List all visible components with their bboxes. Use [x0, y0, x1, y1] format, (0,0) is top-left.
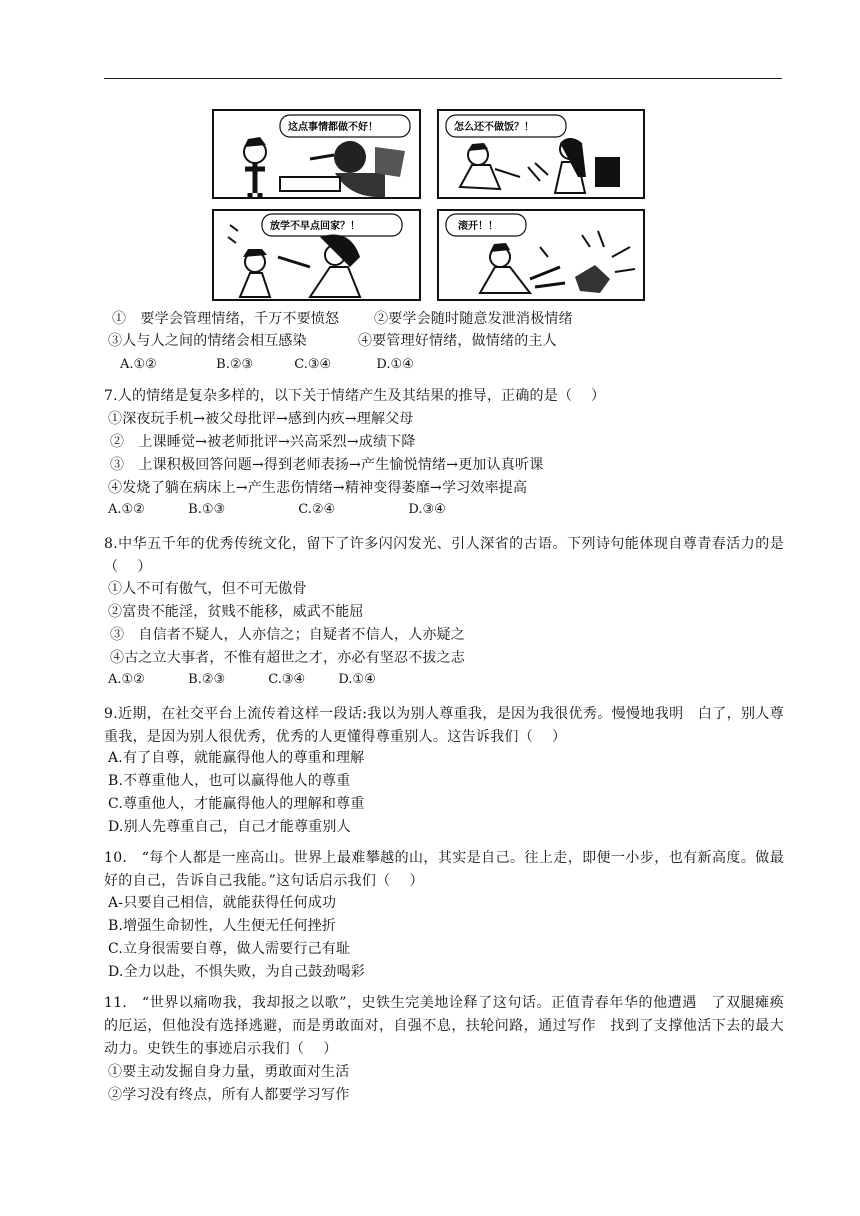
q6-option-b[interactable]: B.②③ — [216, 357, 254, 372]
q9-stem: 9.近期，在社交平台上流传着这样一段话:我以为别人尊重我，是因为我很优秀。慢慢地我明 白了，别人尊重我，是因为别人很优秀，优秀的人更懂得尊重别人。这告诉我们（ ） — [104, 706, 784, 745]
q11-item-1: ①要主动发掘自身力量，勇敢面对生活 — [108, 1064, 350, 1080]
q7-item-4: ④发烧了躺在病床上→产生悲伤情绪→精神变得萎靡→学习效率提高 — [108, 480, 528, 496]
q6-option-d[interactable]: D.①④ — [376, 357, 414, 372]
q7-option-a[interactable]: A.①② — [108, 502, 145, 517]
q8-stem: 8.中华五千年的优秀传统文化，留下了许多闪闪发光、引人深省的古语。下列诗句能体现自尊青春活力的是（ ） — [104, 536, 784, 575]
q6-item-4: ④要管理好情绪，做情绪的主人 — [358, 333, 557, 349]
q10-option-a[interactable]: A-只要自己相信，就能获得任何成功 — [108, 895, 337, 911]
header-rule — [104, 78, 782, 79]
q8-item-3: ③ 自信者不疑人，人亦信之；自疑者不信人，人亦疑之 — [110, 627, 465, 643]
q6-item-2: ②要学会随时随意发泄消极情绪 — [374, 311, 573, 327]
comic-bubble-1: 这点事情都做不好！ — [288, 122, 378, 133]
q11-item-2: ②学习没有终点，所有人都要学习写作 — [108, 1087, 350, 1103]
q8-item-4: ④古之立大事者，不惟有超世之才，亦必有坚忍不拔之志 — [110, 650, 465, 666]
q7-item-2: ② 上课睡觉→被老师批评→兴高采烈→成绩下降 — [110, 434, 416, 450]
q6-item-3: ③人与人之间的情绪会相互感染 — [108, 333, 307, 349]
q8-option-c[interactable]: C.③④ — [268, 672, 306, 687]
q8-item-2: ②富贵不能淫，贫贱不能移，威武不能屈 — [108, 604, 364, 620]
comic-panel-4 — [438, 210, 644, 300]
q6-option-c[interactable]: C.③④ — [294, 357, 332, 372]
comic-bubble-3: 放学不早点回家？！ — [270, 221, 360, 232]
q7-option-d[interactable]: D.③④ — [408, 502, 446, 517]
comic-panel-1 — [213, 110, 420, 198]
comic-panel-3 — [213, 210, 420, 300]
q6-item-1: ① 要学会管理情绪，千万不要愤怒 — [112, 311, 340, 327]
q10-option-c[interactable]: C.立身很需要自尊，做人需要行己有耻 — [108, 941, 351, 957]
q8-option-d[interactable]: D.①④ — [338, 672, 376, 687]
q7-item-3: ③ 上课积极回答问题→得到老师表扬→产生愉悦情绪→更加认真听课 — [110, 457, 544, 473]
comic-bubble-2: 怎么还不做饭？！ — [454, 122, 534, 133]
q10-option-b[interactable]: B.增强生命韧性，人生便无任何挫折 — [108, 918, 337, 934]
comic-illustration — [210, 107, 647, 303]
q7-option-b[interactable]: B.①③ — [188, 502, 226, 517]
q8-item-1: ①人不可有傲气，但不可无傲骨 — [108, 581, 307, 597]
q8-options — [108, 670, 376, 689]
q9-option-d[interactable]: D.别人先尊重自己，自己才能尊重别人 — [108, 819, 351, 835]
q8-option-b[interactable]: B.②③ — [188, 672, 226, 687]
comic-panel-2 — [438, 110, 644, 198]
q7-options — [108, 500, 446, 519]
q6-options — [120, 355, 414, 374]
q9-option-a[interactable]: A.有了自尊，就能赢得他人的尊重和理解 — [108, 750, 365, 766]
q9-option-b[interactable]: B.不尊重他人，也可以赢得他人的尊重 — [108, 773, 351, 789]
q9-option-c[interactable]: C.尊重他人，才能赢得他人的理解和尊重 — [108, 796, 365, 812]
comic-bubble-4: 滚开！！ — [458, 221, 498, 232]
q7-stem: 7.人的情绪是复杂多样的，以下关于情绪产生及其结果的推导，正确的是（ ） — [104, 388, 606, 404]
q8-option-a[interactable]: A.①② — [108, 672, 145, 687]
q6-option-a[interactable]: A.①② — [120, 357, 157, 372]
q7-item-1: ①深夜玩手机→被父母批评→感到内疚→理解父母 — [108, 411, 414, 427]
q10-option-d[interactable]: D.全力以赴，不惧失败，为自己鼓劲喝彩 — [108, 964, 365, 980]
q10-stem: 10. “每个人都是一座高山。世界上最难攀越的山，其实是自己。往上走，即便一小步，也有新高度。做最好的自己，告诉自己我能。”这句话启示我们（ ） — [104, 850, 784, 889]
q7-option-c[interactable]: C.②④ — [298, 502, 336, 517]
q11-stem: 11. “世界以痛吻我，我却报之以歌”，史铁生完美地诠释了这句话。正值青春年华的他遭遇 了双腿瘫痪的厄运，但他没有选择逃避，而是勇敢面对，自强不息，扶轮问路，通过写作 找到了支撑他活下去的最大动力。史铁生的事迹启示我们（ ） — [104, 995, 784, 1057]
